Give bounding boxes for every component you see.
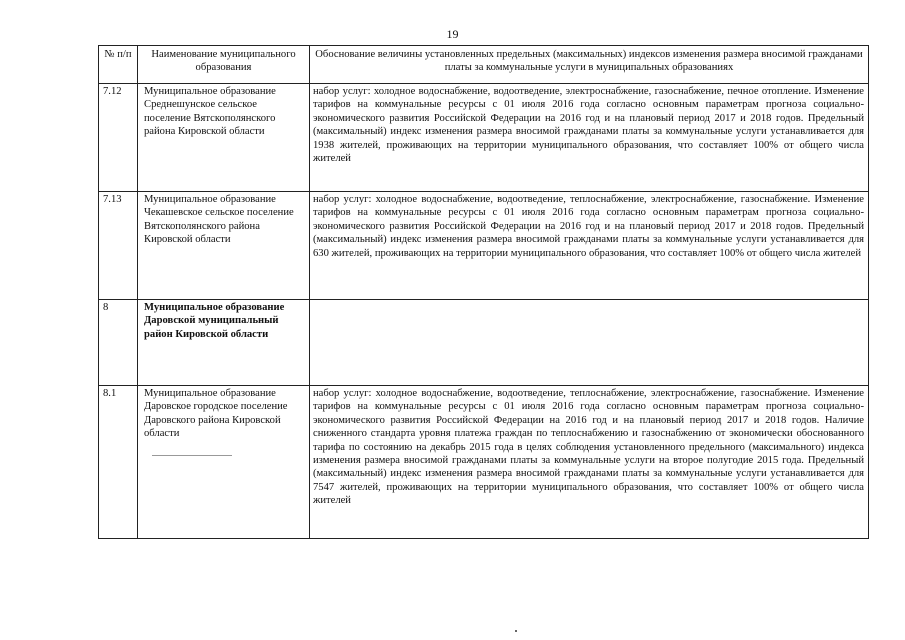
municipality-name-cell [138, 386, 310, 539]
table-row [99, 84, 869, 192]
scan-speck [515, 630, 517, 632]
header-justification: Обоснование величины установленных предельных (максимальных) индексов изменения размера вносимой гражданами платы за коммунальные услуги в муниципальных образованиях [310, 46, 869, 84]
table-header-row [99, 46, 869, 84]
scan-mark-line [152, 455, 232, 456]
table-section-row [99, 300, 869, 386]
municipality-name: Муниципальное образование Даровской муниципальный район Кировской области [138, 300, 310, 386]
row-number: 8 [99, 300, 138, 386]
header-municipality-name: Наименование муниципального образования [138, 46, 310, 84]
row-number: 8.1 [99, 386, 138, 539]
municipality-name: Муниципальное образование Среднешунское сельское поселение Вятскополянского района Кировской области [138, 84, 310, 192]
header-number: № п/п [99, 46, 138, 84]
municipality-name: Муниципальное образование Чекашевское сельское поселение Вятскополянского района Кировской области [138, 192, 310, 300]
row-number: 7.12 [99, 84, 138, 192]
justification-text: набор услуг: холодное водоснабжение, водоотведение, электроснабжение, газоснабжение, печное отопление. Изменение тарифов на коммунальные ресурсы с 01 июля 2016 года согласно основным параметрам прогноза социально-экономического развития Российской Федерации на 2016 год и на плановый период 2017 и 2018 годов. Предельный (максимальный) индекс изменения размера вносимой гражданами платы за коммунальные услуги устанавливается для 1938 жителей, проживающих на территории муниципального образования, что составляет 100% от общего числа жителей [310, 84, 869, 192]
table-row [99, 386, 869, 539]
justification-text: набор услуг: холодное водоснабжение, водоотведение, теплоснабжение, электроснабжение, газоснабжение. Изменение тарифов на коммунальные ресурсы с 01 июля 2016 года согласно основным параметрам прогноза социально-экономического развития Российской Федерации на 2016 год и на плановый период 2017 и 2018 годов. Наличие сниженного стандарта уровня платежа граждан по теплоснабжению и газоснабжению от экономически обоснованного тарифа по состоянию на декабрь 2015 года в целях соблюдения установленного предельного (максимального) индекса изменения размера вносимой гражданами платы за коммунальные услуги на второе полугодие 2015 года. Предельный (максимальный) индекс изменения размера вносимой гражданами платы за коммунальные услуги устанавливается для 7547 жителей, проживающих на территории муниципального образования, что составляет 100% от общего числа жителей [310, 386, 869, 539]
row-number: 7.13 [99, 192, 138, 300]
page-number: 19 [446, 27, 459, 41]
justification-text [310, 300, 869, 386]
indices-table [98, 45, 869, 539]
municipality-name: Муниципальное образование Даровское городское поселение Даровского района Кировской области [144, 388, 288, 440]
table-row [99, 192, 869, 300]
justification-text: набор услуг: холодное водоснабжение, водоотведение, теплоснабжение, электроснабжение, газоснабжение. Изменение тарифов на коммунальные ресурсы с 01 июля 2016 года согласно основным параметрам прогноза социально-экономического развития Российской Федерации на 2016 год и на плановый период 2017 и 2018 годов. Предельный (максимальный) индекс изменения размера вносимой гражданами платы за коммунальные услуги устанавливается для 630 жителей, проживающих на территории муниципального образования, что составляет 100% от общего числа жителей [310, 192, 869, 300]
